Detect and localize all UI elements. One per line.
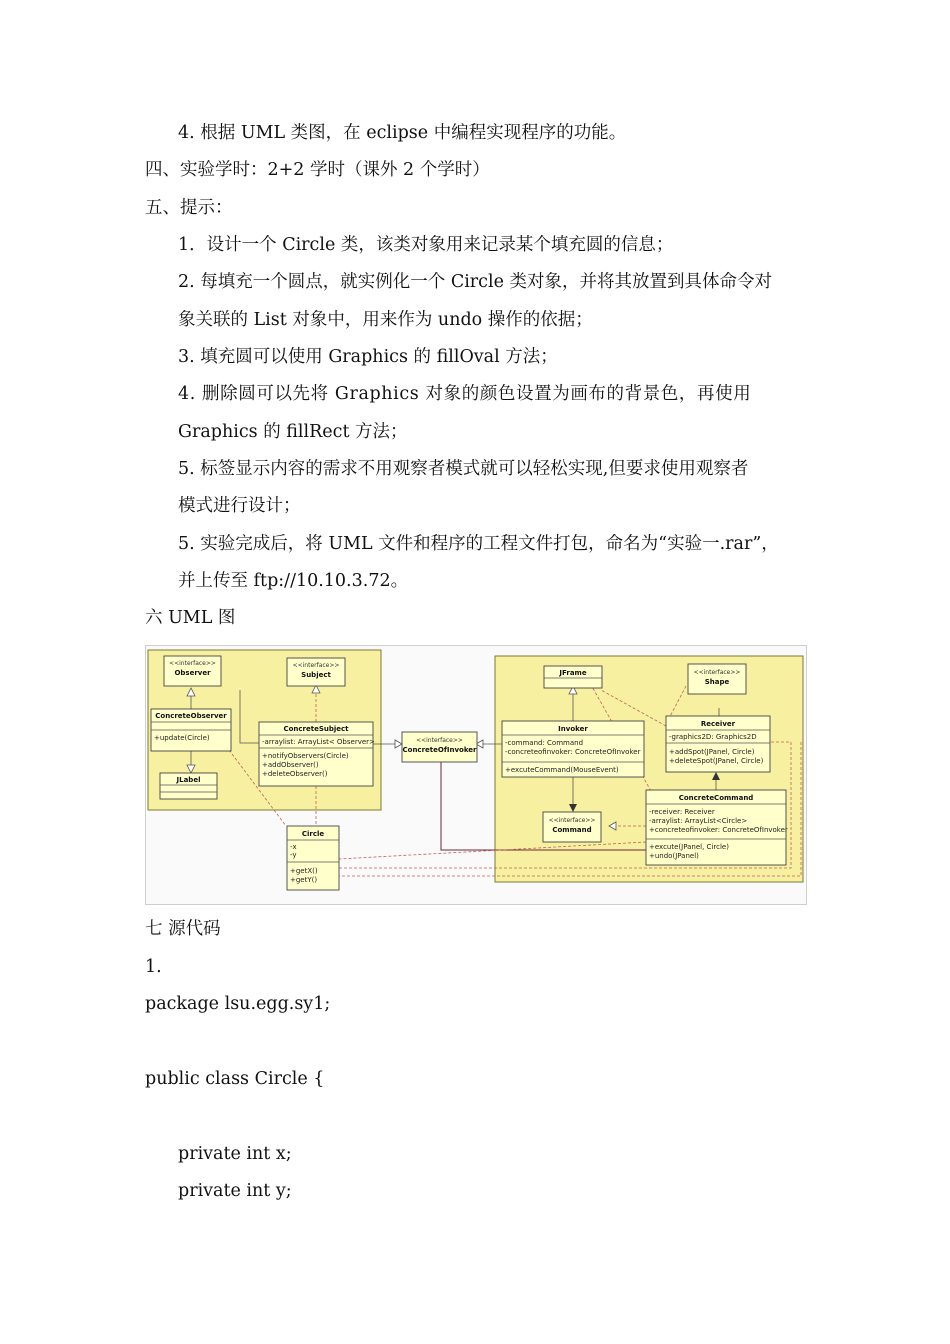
- class-receiver: [666, 716, 770, 772]
- invoker-attr-2: -concreteofinvoker: ConcreteOfInvoker: [505, 748, 641, 756]
- observer-name: Observer: [174, 669, 211, 677]
- concrete-observer-name: ConcreteObserver: [155, 712, 227, 720]
- receiver-op-1: +addSpot(JPanel, Circle): [669, 748, 755, 756]
- shape-stereotype: <<interface>>: [693, 669, 741, 676]
- class-observer: [164, 656, 221, 686]
- uml-class-diagram: [145, 645, 807, 905]
- class-concrete-command: [646, 790, 788, 865]
- uml-svg: [146, 646, 806, 904]
- circle-attr-y: -y: [290, 851, 297, 859]
- circle-name: Circle: [301, 830, 325, 838]
- class-concrete-subject: [259, 722, 375, 786]
- class-command: [543, 812, 601, 842]
- class-concrete-observer: [151, 709, 231, 751]
- jframe-name: JFrame: [559, 669, 587, 677]
- invoker-attr-1: -command: Command: [505, 739, 584, 747]
- concrete-command-attr-3: +concreteofinvoker: ConcreteOfInvoker: [649, 826, 788, 834]
- receiver-op-2: +deleteSpot(JPanel, Circle): [669, 757, 764, 765]
- hint-3: 3. 填充圆可以使用 Graphics 的 fillOval 方法；: [178, 347, 558, 367]
- class-subject: [287, 658, 345, 686]
- concrete-command-op-2: +undo(JPanel): [649, 852, 699, 860]
- concrete-command-attr-2: -arraylist: ArrayList<Circle>: [649, 817, 748, 825]
- class-concrete-of-invoker: [402, 732, 477, 762]
- section-source-code: 七 源代码: [145, 919, 221, 939]
- hint-6-line-1: 5. 实验完成后，将 UML 文件和程序的工程文件打包，命名为“实验一.rar”，: [178, 534, 779, 554]
- concrete-subject-op-3: +deleteObserver(): [262, 770, 328, 778]
- class-circle: [287, 826, 339, 890]
- hint-2-line-1: 2. 每填充一个圆点，就实例化一个 Circle 类对象，并将其放置到具体命令对: [178, 272, 772, 292]
- concrete-subject-name: ConcreteSubject: [283, 725, 349, 733]
- section-hours: 四、实验学时：2+2 学时（课外 2 个学时）: [145, 160, 490, 180]
- code-line-package: package lsu.egg.sy1;: [145, 994, 331, 1014]
- hint-4-line-1: 4. 删除圆可以先将 Graphics 对象的颜色设置为画布的背景色，再使用: [178, 384, 752, 404]
- command-stereotype: <<interface>>: [548, 817, 596, 824]
- command-name: Command: [552, 826, 592, 834]
- concrete-subject-op-2: +addObserver(): [262, 761, 319, 769]
- class-jframe: [544, 666, 602, 688]
- hint-1: 1．设计一个 Circle 类，该类对象用来记录某个填充圆的信息；: [178, 235, 674, 255]
- invoker-op: +excuteCommand(MouseEvent): [505, 766, 619, 774]
- concrete-observer-op: +update(Circle): [154, 734, 210, 742]
- receiver-name: Receiver: [700, 720, 736, 728]
- code-line-field-x: private int x;: [178, 1144, 292, 1164]
- generalization-arrow: [395, 740, 402, 748]
- class-jlabel: [160, 773, 217, 799]
- code-line-class: public class Circle {: [145, 1069, 325, 1089]
- class-shape: [688, 664, 746, 694]
- shape-name: Shape: [704, 678, 730, 686]
- hint-4-line-2: Graphics 的 fillRect 方法；: [178, 422, 408, 442]
- concrete-command-attr-1: -receiver: Receiver: [649, 808, 715, 816]
- circle-attr-x: -x: [290, 843, 297, 851]
- section-hints: 五、提示：: [145, 198, 233, 218]
- concrete-of-invoker-name: ConcreteOfInvoker: [402, 746, 477, 754]
- subject-name: Subject: [301, 671, 331, 679]
- code-line-field-y: private int y;: [178, 1181, 292, 1201]
- step-4: 4. 根据 UML 类图，在 eclipse 中编程实现程序的功能。: [178, 123, 627, 143]
- hint-5-line-1: 5. 标签显示内容的需求不用观察者模式就可以轻松实现,但要求使用观察者: [178, 459, 749, 479]
- class-invoker: [502, 721, 644, 777]
- hint-2-line-2: 象关联的 List 对象中，用来作为 undo 操作的依据；: [178, 310, 593, 330]
- concrete-command-name: ConcreteCommand: [678, 794, 754, 802]
- concrete-subject-op-1: +notifyObservers(Circle): [262, 752, 349, 760]
- observer-stereotype: <<interface>>: [169, 660, 216, 667]
- invoker-name: Invoker: [558, 725, 588, 733]
- receiver-attr: -graphics2D: Graphics2D: [669, 733, 757, 741]
- hint-5-line-2: 模式进行设计；: [178, 496, 301, 516]
- section-uml: 六 UML 图: [145, 608, 236, 628]
- concrete-command-op-1: +excute(JPanel, Circle): [649, 843, 729, 851]
- subject-stereotype: <<interface>>: [292, 662, 340, 669]
- concrete-of-invoker-stereotype: <<interface>>: [416, 737, 463, 744]
- circle-op-getx: +getX(): [290, 867, 318, 875]
- hint-6-line-2: 并上传至 ftp://10.10.3.72。: [178, 571, 409, 591]
- jlabel-name: JLabel: [176, 776, 201, 784]
- code-item-number: 1.: [145, 957, 162, 977]
- circle-op-gety: +getY(): [290, 876, 318, 884]
- concrete-subject-attr: -arraylist: ArrayList< Observer>: [262, 738, 375, 746]
